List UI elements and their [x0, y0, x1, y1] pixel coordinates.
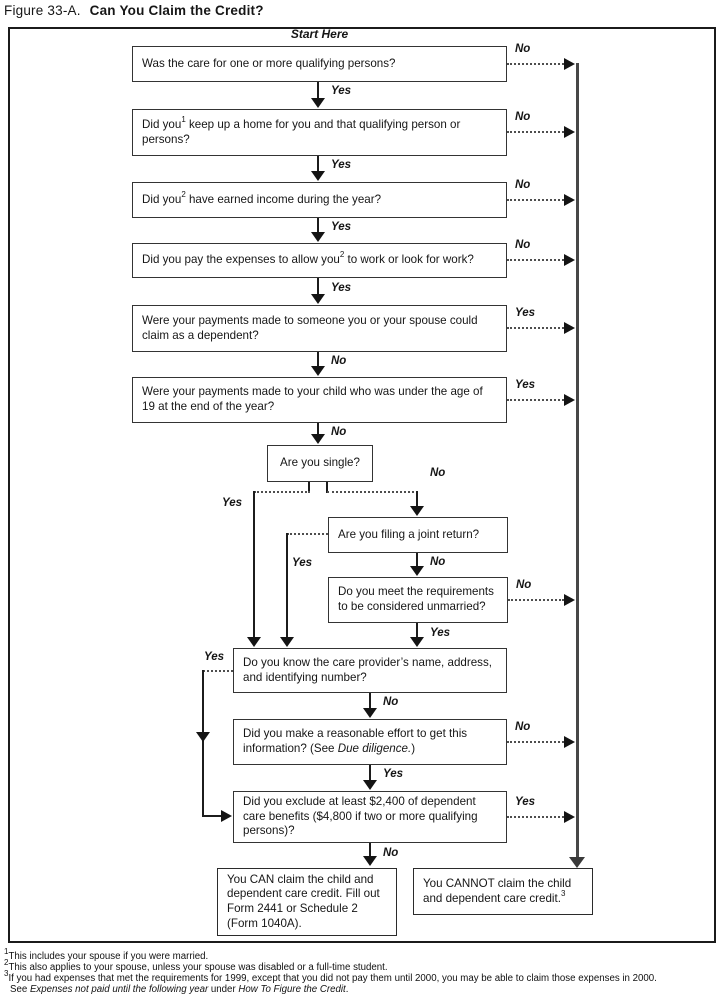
connector-line: [369, 765, 371, 780]
no-label: No: [430, 556, 446, 568]
question-expenses-to-work: [132, 243, 507, 278]
connector-line: [317, 278, 319, 294]
question-provider-info: [233, 648, 507, 693]
arrowhead-down: [311, 232, 325, 242]
connector-line: [203, 815, 222, 817]
yes-label: Yes: [515, 796, 536, 808]
yes-label: Yes: [383, 768, 404, 780]
result-text: You CANNOT claim the child and dependent care credit.$^3$: [423, 876, 572, 905]
connector-line: [508, 599, 564, 601]
no-label: No: [515, 111, 531, 123]
connector-line: [317, 82, 319, 98]
question-text: Did you$^1$ keep up a home for you and that qualifying person or persons?: [142, 115, 461, 146]
arrowhead-down: [311, 434, 325, 444]
arrowhead-right: [564, 594, 575, 606]
yes-label: Yes: [331, 159, 352, 171]
yes-label: Yes: [222, 497, 243, 509]
connector-line: [253, 491, 255, 637]
footnote: $^3$If you had expenses that met the requirements for 1999, except that you did not pay them until 2000, you may be able to claim those expenses in 2000.: [4, 968, 657, 984]
yes-label: Yes: [292, 557, 313, 569]
question-considered-unmarried: [328, 577, 508, 623]
question-qualifying-persons: [132, 46, 507, 82]
arrowhead-right: [564, 811, 575, 823]
question-text: Do you know the care provider’s name, address, and identifying number?: [243, 655, 492, 684]
footnote: $^2$This also applies to your spouse, unless your spouse was disabled or a full-time student.: [4, 957, 388, 973]
connector-line: [254, 491, 310, 493]
connector-line: [507, 399, 564, 401]
arrowhead-down: [311, 98, 325, 108]
yes-label: Yes: [331, 85, 352, 97]
no-label: No: [430, 467, 446, 479]
question-text: Do you meet the requirements to be considered unmarried?: [338, 585, 494, 613]
figure-title: [4, 3, 264, 18]
no-label: No: [383, 696, 399, 708]
no-label: No: [331, 426, 347, 438]
connector-line: [507, 131, 564, 133]
no-label: No: [515, 239, 531, 251]
arrowhead-down: [280, 637, 294, 647]
question-text: Are you filing a joint return?: [338, 527, 480, 541]
yes-label: Yes: [515, 307, 536, 319]
connector-line: [286, 533, 288, 637]
question-text: Are you single?: [280, 456, 360, 470]
arrowhead-down: [311, 294, 325, 304]
connector-line: [507, 327, 564, 329]
no-label: No: [516, 579, 532, 591]
arrowhead-right: [564, 394, 575, 406]
question-text: Did you$^2$ have earned income during the year?: [142, 189, 382, 206]
connector-line: [317, 423, 319, 434]
question-are-you-single: [267, 445, 373, 482]
question-text: Was the care for one or more qualifying persons?: [142, 56, 396, 70]
yes-label: Yes: [430, 627, 451, 639]
question-payments-dependent: [132, 305, 507, 352]
connector-line: [369, 693, 371, 708]
connector-line: [507, 741, 564, 743]
connector-line: [507, 816, 564, 818]
arrowhead-right: [221, 810, 232, 822]
arrowhead-down: [311, 171, 325, 181]
figure-title-text: Can You Claim the Credit?: [89, 3, 264, 18]
arrowhead-down: [196, 732, 210, 742]
connector-line: [203, 670, 233, 672]
connector-line: [317, 352, 319, 366]
question-keep-up-home: [132, 109, 507, 156]
start-here-label: Start Here: [290, 27, 349, 41]
arrowhead-right: [564, 58, 575, 70]
question-text: Were your payments made to your child who was under the age of 19 at the end of the year?: [142, 385, 483, 413]
question-text: Were your payments made to someone you or your spouse could claim as a dependent?: [142, 313, 478, 342]
question-exclude-benefits: [233, 791, 507, 843]
arrowhead-down: [569, 857, 585, 868]
arrowhead-right: [564, 254, 575, 266]
arrowhead-down: [363, 708, 377, 718]
arrowhead-right: [564, 194, 575, 206]
no-label: No: [515, 43, 531, 55]
connector-line: [416, 553, 418, 567]
arrowhead-right: [564, 322, 575, 334]
no-label: No: [515, 179, 531, 191]
question-text: Did you pay the expenses to allow you$^2$ to work or look for work?: [142, 250, 474, 267]
result-can-claim: [217, 868, 397, 936]
yes-label: Yes: [515, 379, 536, 391]
connector-line: [369, 843, 371, 857]
result-text: You CAN claim the child and dependent care credit. Fill out Form 2441 or Schedule 2 (Form 1040A).: [227, 872, 380, 930]
arrowhead-right: [564, 126, 575, 138]
no-label: No: [331, 355, 347, 367]
connector-line: [202, 670, 204, 817]
arrowhead-down: [410, 506, 424, 516]
result-cannot-claim: [413, 868, 593, 915]
arrowhead-down: [363, 780, 377, 790]
connector-line: [507, 259, 564, 261]
arrowhead-down: [410, 637, 424, 647]
question-text: Did you make a reasonable effort to get this information? (See Due diligence.): [243, 727, 468, 755]
question-earned-income: [132, 182, 507, 218]
yes-label: Yes: [331, 221, 352, 233]
no-label: No: [383, 847, 399, 859]
figure-label: Figure 33-A.: [4, 3, 81, 18]
arrowhead-down: [363, 856, 377, 866]
connector-line: [287, 533, 328, 535]
connector-line: [416, 623, 418, 637]
arrowhead-down: [247, 637, 261, 647]
no-label: No: [515, 721, 531, 733]
yes-label: Yes: [331, 282, 352, 294]
question-joint-return: [328, 517, 508, 553]
arrowhead-down: [410, 566, 424, 576]
connector-line: [327, 491, 418, 493]
footnote: See Expenses not paid until the following year under How To Figure the Credit.: [10, 984, 349, 995]
question-payments-child-under-19: [132, 377, 507, 423]
arrowhead-right: [564, 736, 575, 748]
connector-line: [317, 156, 319, 171]
question-reasonable-effort: [233, 719, 507, 765]
connector-line-fail: [576, 63, 579, 857]
connector-line: [416, 491, 418, 506]
footnote: $^1$This includes your spouse if you were married.: [4, 946, 209, 962]
arrowhead-down: [311, 366, 325, 376]
yes-label: Yes: [204, 651, 225, 663]
connector-line: [507, 199, 564, 201]
connector-line: [507, 63, 564, 65]
connector-line: [317, 218, 319, 232]
question-text: Did you exclude at least $2,400 of dependent care benefits ($4,800 if two or more qualifying persons)?: [243, 795, 478, 838]
